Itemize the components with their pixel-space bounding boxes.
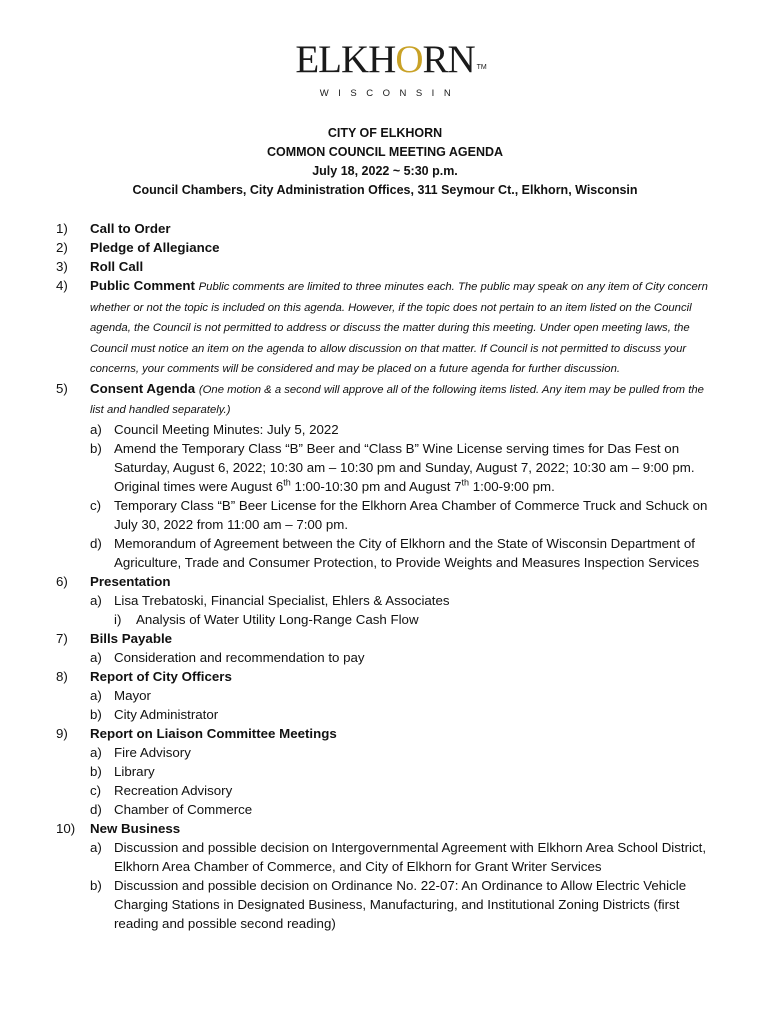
item-number: 7) [56,630,68,646]
sub-item [90,439,718,496]
sub-item-letter: b) [90,763,102,779]
agenda-item-pledge [56,238,718,257]
consent-agenda-note: (One motion & a second will approve all of the following items listed. Any item may be pulled from the list and handled separately.) [90,383,704,416]
agenda-item-call-to-order [56,219,718,238]
sub-item [90,743,718,762]
item-number: 2) [56,240,68,255]
sub-item-letter: a) [90,839,102,855]
agenda-item-public-comment [56,276,718,379]
item-title: Bills Payable [90,630,173,646]
item-title: Consent Agenda [90,380,196,396]
sub-item-letter: b) [90,440,102,456]
logo-horn-o: O [395,38,423,81]
agenda-item-report-officers [56,667,718,724]
agenda-item-presentation [56,572,718,629]
sub-item-letter: a) [90,649,102,665]
agenda-header [0,124,770,200]
elkhorn-logo [0,38,770,99]
item-number: 10) [56,820,76,836]
item-number: 3) [56,259,68,274]
public-comment-note: Public comments are limited to three minutes each. The public may speak on any item of City concern whether or not the topic is included on this agenda. However, if the topic does not pertain to an item listed on the Council agenda, the Council is not permitted to address or discuss the matter during this meeting. Under open meeting laws, the Council must notice an item on the agenda to allow discussion on that matter. If Council is not permitted to discuss your concerns, your comments will be considered and may be placed on a future agenda for further discussion. [90,281,708,375]
item-title: Report of City Officers [90,668,232,684]
sub-sub-item [90,610,718,629]
sub-item-text: Chamber of Commerce [114,801,253,817]
logo-wordmark: ELKHORN TM [295,38,474,82]
item-number: 9) [56,725,68,741]
sub-item [90,420,718,439]
sub-item-letter: b) [90,706,102,722]
sub-item-text: Council Meeting Minutes: July 5, 2022 [114,421,339,437]
sub-item-letter: b) [90,877,102,893]
item-title: Presentation [90,573,171,589]
sub-sub-item-numeral: i) [114,611,122,627]
agenda-item-bills-payable [56,629,718,667]
meeting-date: July 18, 2022 ~ 5:30 p.m. [312,164,458,178]
sub-item [90,800,718,819]
sub-item-text: City Administrator [114,706,219,722]
sub-item [90,648,718,667]
sub-item-letter: a) [90,744,102,760]
agenda-item-consent-agenda [56,379,718,572]
item-number: 5) [56,380,68,396]
sub-item-text: Amend the Temporary Class “B” Beer and “Class B” Wine License serving times for Das Fest on Saturday, August 6, 2022; 10:30 am – 10:30 pm and Sunday, August 7, 2022; 10:30 am – 9:00 pm. Original times were August 6th 1:00-10:30 pm and August 7th 1:00-9:00 pm. [114,440,695,494]
sub-item-text: Discussion and possible decision on Ordinance No. 22-07: An Ordinance to Allow Electric Vehicle Charging Stations in Designated Business, Manufacturing, and Institutional Zoning Districts (first reading and possible second reading) [114,877,687,931]
item-title: Public Comment [90,278,195,293]
sub-item [90,781,718,800]
sub-item [90,838,718,876]
sub-item-letter: a) [90,592,102,608]
item-number: 6) [56,573,68,589]
item-title: Pledge of Allegiance [90,240,220,255]
sub-item-text: Mayor [114,687,151,703]
sub-item-letter: c) [90,782,102,798]
sub-item-text: Temporary Class “B” Beer License for the Elkhorn Area Chamber of Commerce Truck and Schuck on July 30, 2022 from 11:00 am – 7:00 pm. [114,497,708,532]
meeting-location: Council Chambers, City Administration Offices, 311 Seymour Ct., Elkhorn, Wisconsin [132,183,638,197]
item-title: Report on Liaison Committee Meetings [90,725,337,741]
sub-item [90,876,718,933]
sub-item [90,496,718,534]
sub-item [90,705,718,724]
item-number: 1) [56,221,68,236]
agenda-list [56,219,718,933]
agenda-title: COMMON COUNCIL MEETING AGENDA [266,145,504,159]
sub-item-text: Fire Advisory [114,744,191,760]
sub-item-letter: d) [90,535,102,551]
sub-item [90,686,718,705]
trademark-mark: TM [476,64,487,71]
sub-item-text: Memorandum of Agreement between the City of Elkhorn and the State of Wisconsin Department of Agriculture, Trade and Consumer Protection, to Provide Weights and Measures Inspection Services [114,535,700,570]
sub-item-letter: d) [90,801,102,817]
sub-item-letter: a) [90,687,102,703]
sub-item [90,591,718,610]
agenda-item-roll-call [56,257,718,276]
item-title: Call to Order [90,221,171,236]
agenda-item-new-business [56,819,718,933]
agenda-item-liaison-reports [56,724,718,819]
logo-subtitle: WISCONSIN [319,88,461,99]
sub-item [90,534,718,572]
sub-item-letter: a) [90,421,102,437]
sub-item-text: Consideration and recommendation to pay [114,649,365,665]
sub-sub-item-text: Analysis of Water Utility Long-Range Cash Flow [136,611,419,627]
sub-item-letter: c) [90,497,102,513]
sub-item [90,762,718,781]
city-name: CITY OF ELKHORN [327,126,443,140]
sub-item-text: Lisa Trebatoski, Financial Specialist, Ehlers & Associates [114,592,450,608]
item-number: 8) [56,668,68,684]
item-title: Roll Call [90,259,144,274]
sub-item-text: Library [114,763,155,779]
item-number: 4) [56,278,68,293]
sub-item-text: Discussion and possible decision on Intergovernmental Agreement with Elkhorn Area School District, Elkhorn Area Chamber of Commerce, and City of Elkhorn for Grant Writer Services [114,839,707,874]
sub-item-text: Recreation Advisory [114,782,233,798]
item-title: New Business [90,820,181,836]
